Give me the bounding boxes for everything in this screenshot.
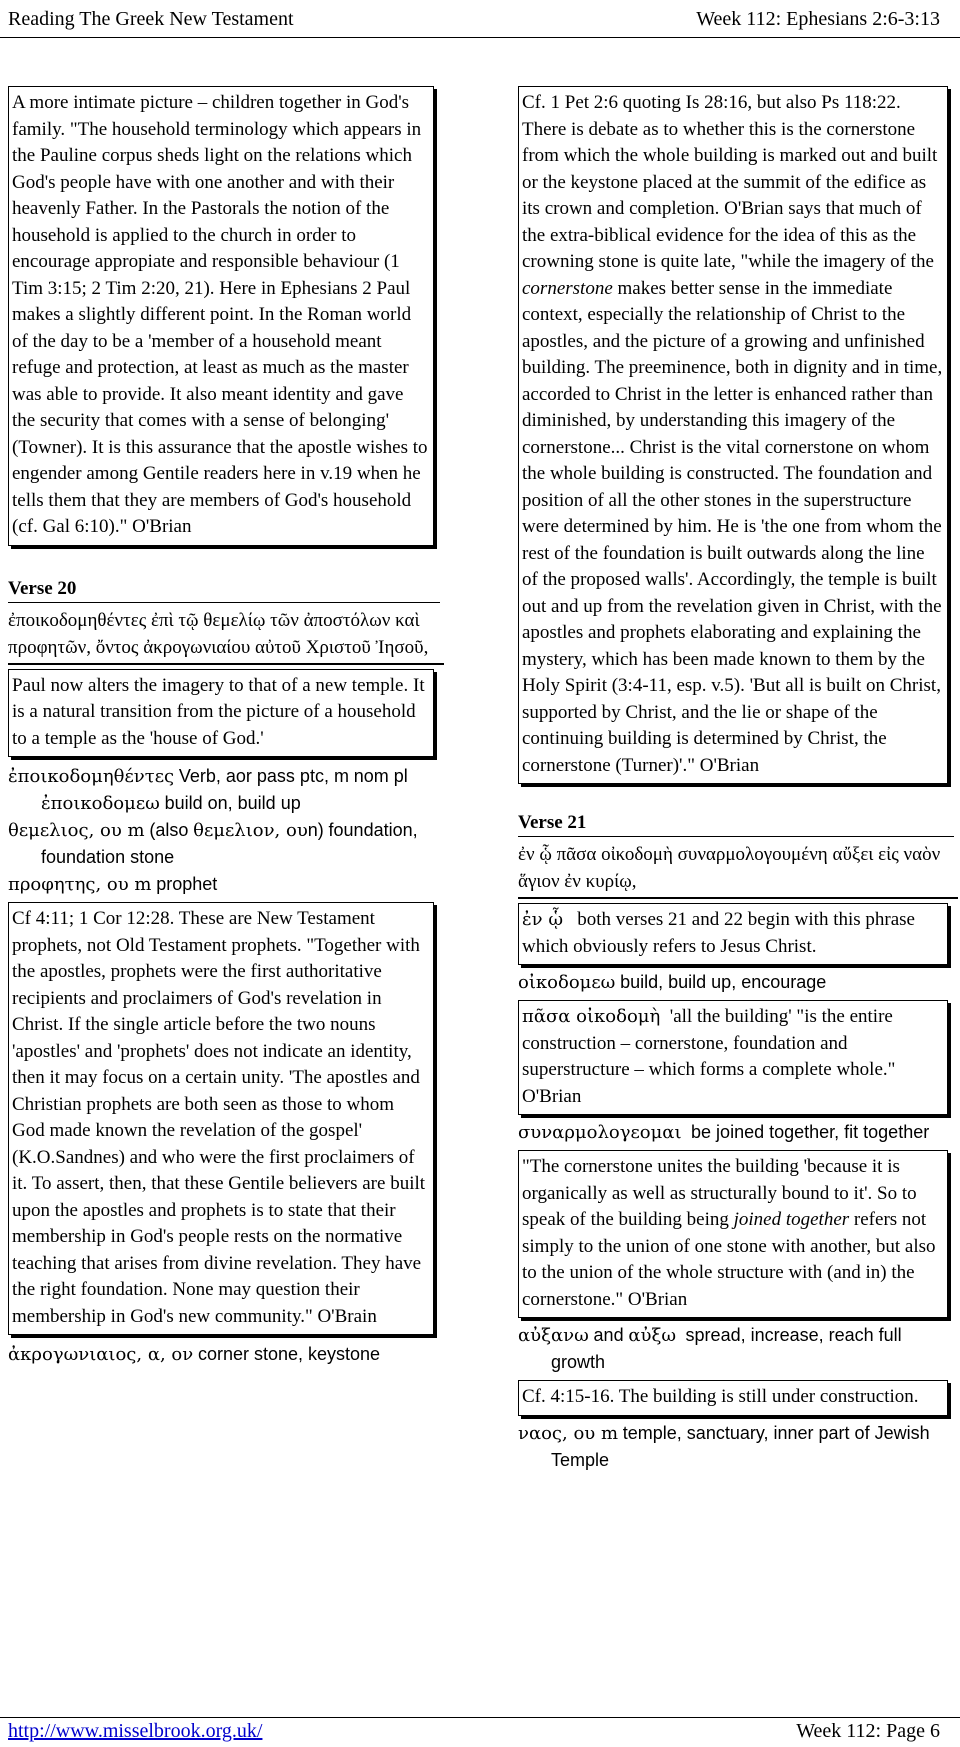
commentary-box-temple [8, 669, 434, 758]
emphasis-text: joined together [733, 1209, 850, 1230]
greek-phrase: ἐν ᾧ [522, 909, 564, 930]
commentary-text [522, 90, 943, 779]
vocab-lexical-form: ἐποικοδομεω [41, 793, 160, 814]
vocab-entry [8, 1341, 438, 1368]
vocab-parse: nom pl [353, 766, 408, 786]
commentary-text: Cf. 4:15-16. The building is still under construction. [522, 1386, 919, 1407]
vocab-note: (also [149, 820, 189, 840]
commentary-text-part: makes better sense in the immediate context, especially the relationship of Christ to the apostles, and the picture of a growing and unfinished building. The preeminence, both in dignity and in time, accorded to Christ in the letter is enhanced rather than diminished, by understanding this imagery of the cornerstone... Christ is the vital cornerstone on whom the whole building is constructed. The foundation and position of all the other stones in the superstructure were determined by him. He is 'the one from whom the rest of the foundation is built outwards along the line of the proposed walls'. Accordingly, the temple is built out and up from the revelation given in Christ, with the apostles and prophets elaborating and explaining the mystery, which has been made known to them by the Holy Spirit (3:4-11, esp. v.5). 'But all is built on Christ, supported by Christ, and the lie or shape of the continuing building is determined by Christ, the cornerstone (Turner)'." O'Brian [522, 277, 943, 776]
greek-phrase: πᾶσα οἰκοδομὴ [522, 1006, 661, 1027]
vocab-gloss: build, build up, encourage [620, 972, 827, 992]
vocab-parse: Verb, aor pass ptc, m [178, 766, 349, 786]
vocab-gloss: temple, sanctuary, inner part of Jewish Temple [551, 1422, 930, 1470]
vocab-entry [8, 817, 438, 871]
vocab-gloss: foundation, foundation stone [41, 820, 418, 867]
week-label: Week 112: Ephesians 2:6-3:13 [696, 8, 940, 30]
vocab-entry [518, 969, 952, 996]
vocab-greek-alt: θεμελιον, ου [193, 820, 308, 841]
website-link[interactable]: http://www.misselbrook.org.uk/ [8, 1720, 263, 1742]
commentary-text-part: both verses 21 and 22 begin with this phrase which obviously refers to Jesus Christ. [522, 909, 915, 957]
vocab-gloss: prophet [156, 874, 218, 894]
commentary-text [522, 1004, 943, 1110]
vocab-greek: αὐξανω [518, 1325, 589, 1346]
vocab-note: n) [307, 820, 324, 840]
verse-20-heading: Verse 20 [8, 576, 440, 603]
commentary-box-construction [518, 1380, 948, 1416]
vocab-greek: προφητης, ου m [8, 874, 152, 895]
vocab-greek: οἰκοδομεω [518, 972, 616, 993]
document-title: Reading The Greek New Testament [8, 8, 294, 30]
commentary-text: A more intimate picture – children together in God's family. "The household terminology which appears in the Pauline corpus sheds light on the relations which God's people have with one another and with their heavenly Father. In the Pastorals the notion of the household is applied to the church in order to encourage appropiate and responsible behaviour (1 Tim 3:15; 2 Tim 2:20, 21). Here in Ephesians 2 Paul makes a slightly different point. In the Roman world of the day to be a 'member of a household meant refuge and protection, at least as much as the master was able to provide. It also meant identity and gave the security that comes with a sense of belonging' (Towner). It is this assurance that the apostle wishes to engender among Gentile readers here in v.19 when he tells them that they are members of God's household (cf. Gal 6:10)." O'Brian [12, 92, 428, 537]
footer-rule [0, 1717, 960, 1718]
commentary-box-prophets [8, 902, 434, 1335]
page-number: Week 112: Page 6 [796, 1720, 940, 1742]
vocab-greek: ἐποικοδομηθέντες [8, 766, 175, 787]
vocab-greek: ἀκρογωνιαιος, α, ον [8, 1344, 194, 1365]
vocab-entry [518, 1420, 952, 1474]
commentary-text-part: refers not simply to the union of one stone with another, but also to the union of the whole structure with (and in) the cornerstone." O'Brian [522, 1209, 936, 1310]
commentary-text: Cf 4:11; 1 Cor 12:28. These are New Testament prophets, not Old Testament prophets. "Together with the apostles, prophets were the first authoritative recipients and proclaimers of God's revelation in Christ. If the single article before the two nouns 'apostles' and 'prophets' does not indicate an identity, then it may focus on a certain unity. 'The apostles and Christian prophets are both seen as those to whom God made known the revelation of the gospel' (K.O.Sandnes) and who were the first proclaimers of it. To assert, then, that these Gentile believers are built upon the apostles and prophets is to state that their membership in God's people rests on the normative teaching that arises from divine revelation. They have the right foundation. None may question their membership in God's new community." O'Brain [12, 908, 426, 1327]
commentary-text [522, 1154, 943, 1313]
verse-20-greek-text: ἐποικοδομηθέντες ἐπὶ τῷ θεμελίῳ τῶν ἀποστόλων καὶ προφητῶν, ὄντος ἀκρογωνιαίου αὐτοῦ Χριστοῦ Ἰησοῦ, [8, 607, 444, 665]
commentary-text-part: 'all the building' "is the entire construction – cornerstone, foundation and superstructure – which forms a complete whole." O'Brian [522, 1006, 896, 1107]
vocab-entry [8, 871, 438, 898]
page-header [0, 0, 960, 38]
commentary-box-joined-together [518, 1150, 948, 1318]
commentary-box-pasa-oikodome [518, 1000, 948, 1115]
commentary-box-household [8, 86, 434, 546]
vocab-greek-alt: αὐξω [628, 1325, 677, 1346]
right-column [518, 86, 952, 1474]
left-column [8, 86, 438, 1368]
vocab-note: and [593, 1325, 624, 1345]
commentary-box-en-ho [518, 903, 948, 965]
emphasis-text: cornerstone [522, 277, 613, 299]
verse-21-heading: Verse 21 [518, 810, 954, 837]
vocab-greek: ναος, ου m [518, 1422, 619, 1444]
verse-21-greek-text: ἐν ᾧ πᾶσα οἰκοδομὴ συναρμολογουμένη αὔξει εἰς ναὸν ἅγιον ἐν κυρίῳ, [518, 841, 958, 899]
commentary-text: Paul now alters the imagery to that of a new temple. It is a natural transition from the picture of a household to a temple as the 'house of God.' [12, 674, 425, 749]
vocab-entry [8, 763, 438, 817]
vocab-gloss: corner stone, keystone [197, 1344, 381, 1364]
vocab-entry [518, 1322, 952, 1376]
vocab-greek: συναρμολογεομαι [518, 1122, 682, 1143]
commentary-box-cornerstone [518, 86, 948, 784]
vocab-greek: θεμελιος, ου m [8, 820, 145, 841]
header-rule [0, 37, 960, 38]
vocab-gloss: spread, increase, reach full growth [551, 1325, 902, 1372]
vocab-gloss: be joined together, fit together [691, 1122, 930, 1142]
vocab-gloss: build on, build up [164, 793, 301, 813]
commentary-text [522, 907, 943, 960]
page-footer [0, 1720, 960, 1747]
commentary-text-part: "The cornerstone unites the building 'because it is organically as well as structurally bound to it'. So to speak of the building being [522, 1156, 917, 1230]
vocab-entry [518, 1119, 952, 1146]
commentary-text-part: Cf. 1 Pet 2:6 quoting Is 28:16, but also Ps 118:22. There is debate as to whether this is the cornerstone from which the whole building is marked out and built or the keystone placed at the summit of the edifice as its crown and completion. O'Brian says that much of the extra-biblical evidence for the idea of this as the crowning stone is quite late, "while the imagery of the [522, 92, 938, 272]
